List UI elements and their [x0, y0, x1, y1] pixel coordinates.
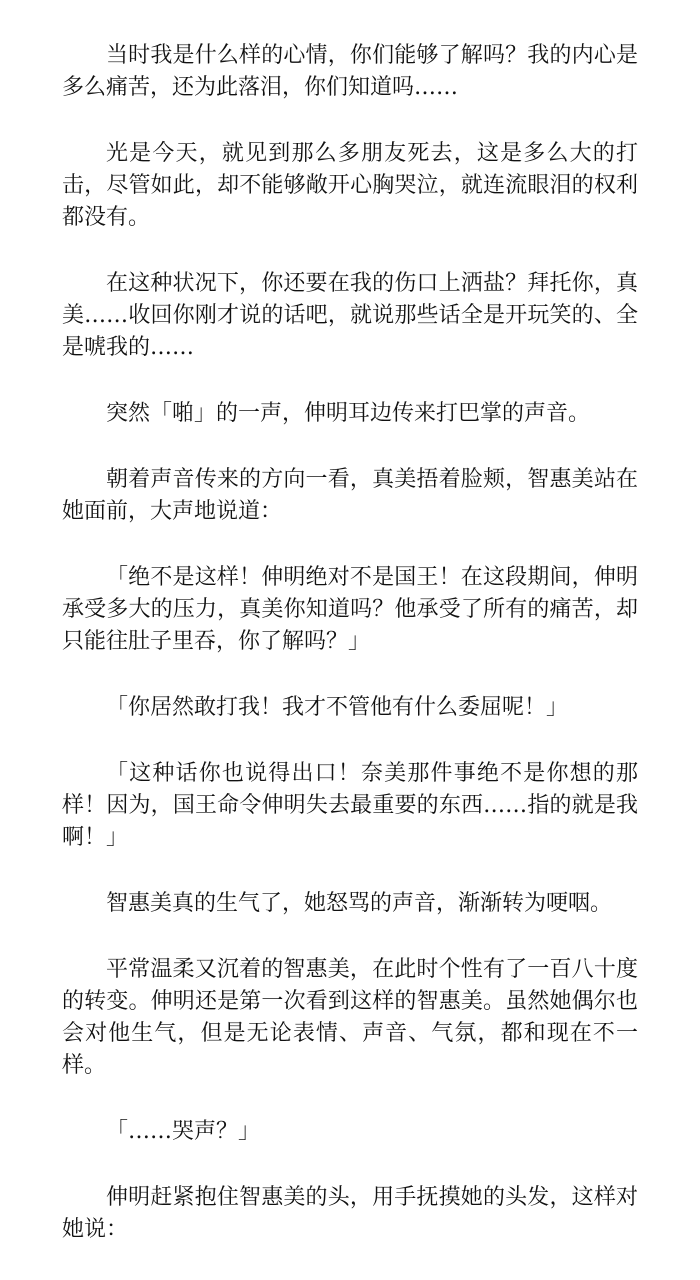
paragraph: 平常温柔又沉着的智惠美，在此时个性有了一百八十度的转变。伸明还是第一次看到这样的智惠美。虽然她偶尔也会对他生气，但是无论表情、声音、气氛，都和现在不一样。 — [62, 957, 638, 1078]
page-body — [62, 40, 638, 1280]
paragraph: 伸明赶紧抱住智惠美的头，用手抚摸她的头发，这样对她说： — [62, 1185, 638, 1242]
paragraph: 「……哭声？」 — [106, 1119, 261, 1144]
paragraph: 光是今天，就见到那么多朋友死去，这是多么大的打击，尽管如此，却不能够敞开心胸哭泣，就连流眼泪的权利都没有。 — [62, 141, 638, 230]
paragraph: 「这种话你也说得出口！奈美那件事绝不是你想的那样！因为，国王命令伸明失去最重要的东西……指的就是我啊！」 — [62, 761, 638, 850]
paragraph: 朝着声音传来的方向一看，真美捂着脸颊，智惠美站在她面前，大声地说道： — [62, 467, 638, 524]
paragraph: 「绝不是这样！伸明绝对不是国王！在这段期间，伸明承受多大的压力，真美你知道吗？他承受了所有的痛苦，却只能往肚子里吞，你了解吗？」 — [62, 565, 638, 654]
paragraph: 在这种状况下，你还要在我的伤口上洒盐？拜托你，真美……收回你刚才说的话吧，就说那些话全是开玩笑的、全是唬我的…… — [62, 271, 638, 360]
paragraph: 当时我是什么样的心情，你们能够了解吗？我的内心是多么痛苦，还为此落泪，你们知道吗…… — [62, 43, 638, 100]
paragraph: 「你居然敢打我！我才不管他有什么委屈呢！」 — [106, 695, 569, 720]
paragraph: 智惠美真的生气了，她怒骂的声音，渐渐转为哽咽。 — [106, 891, 613, 916]
paragraph: 突然「啪」的一声，伸明耳边传来打巴掌的声音。 — [106, 401, 591, 426]
